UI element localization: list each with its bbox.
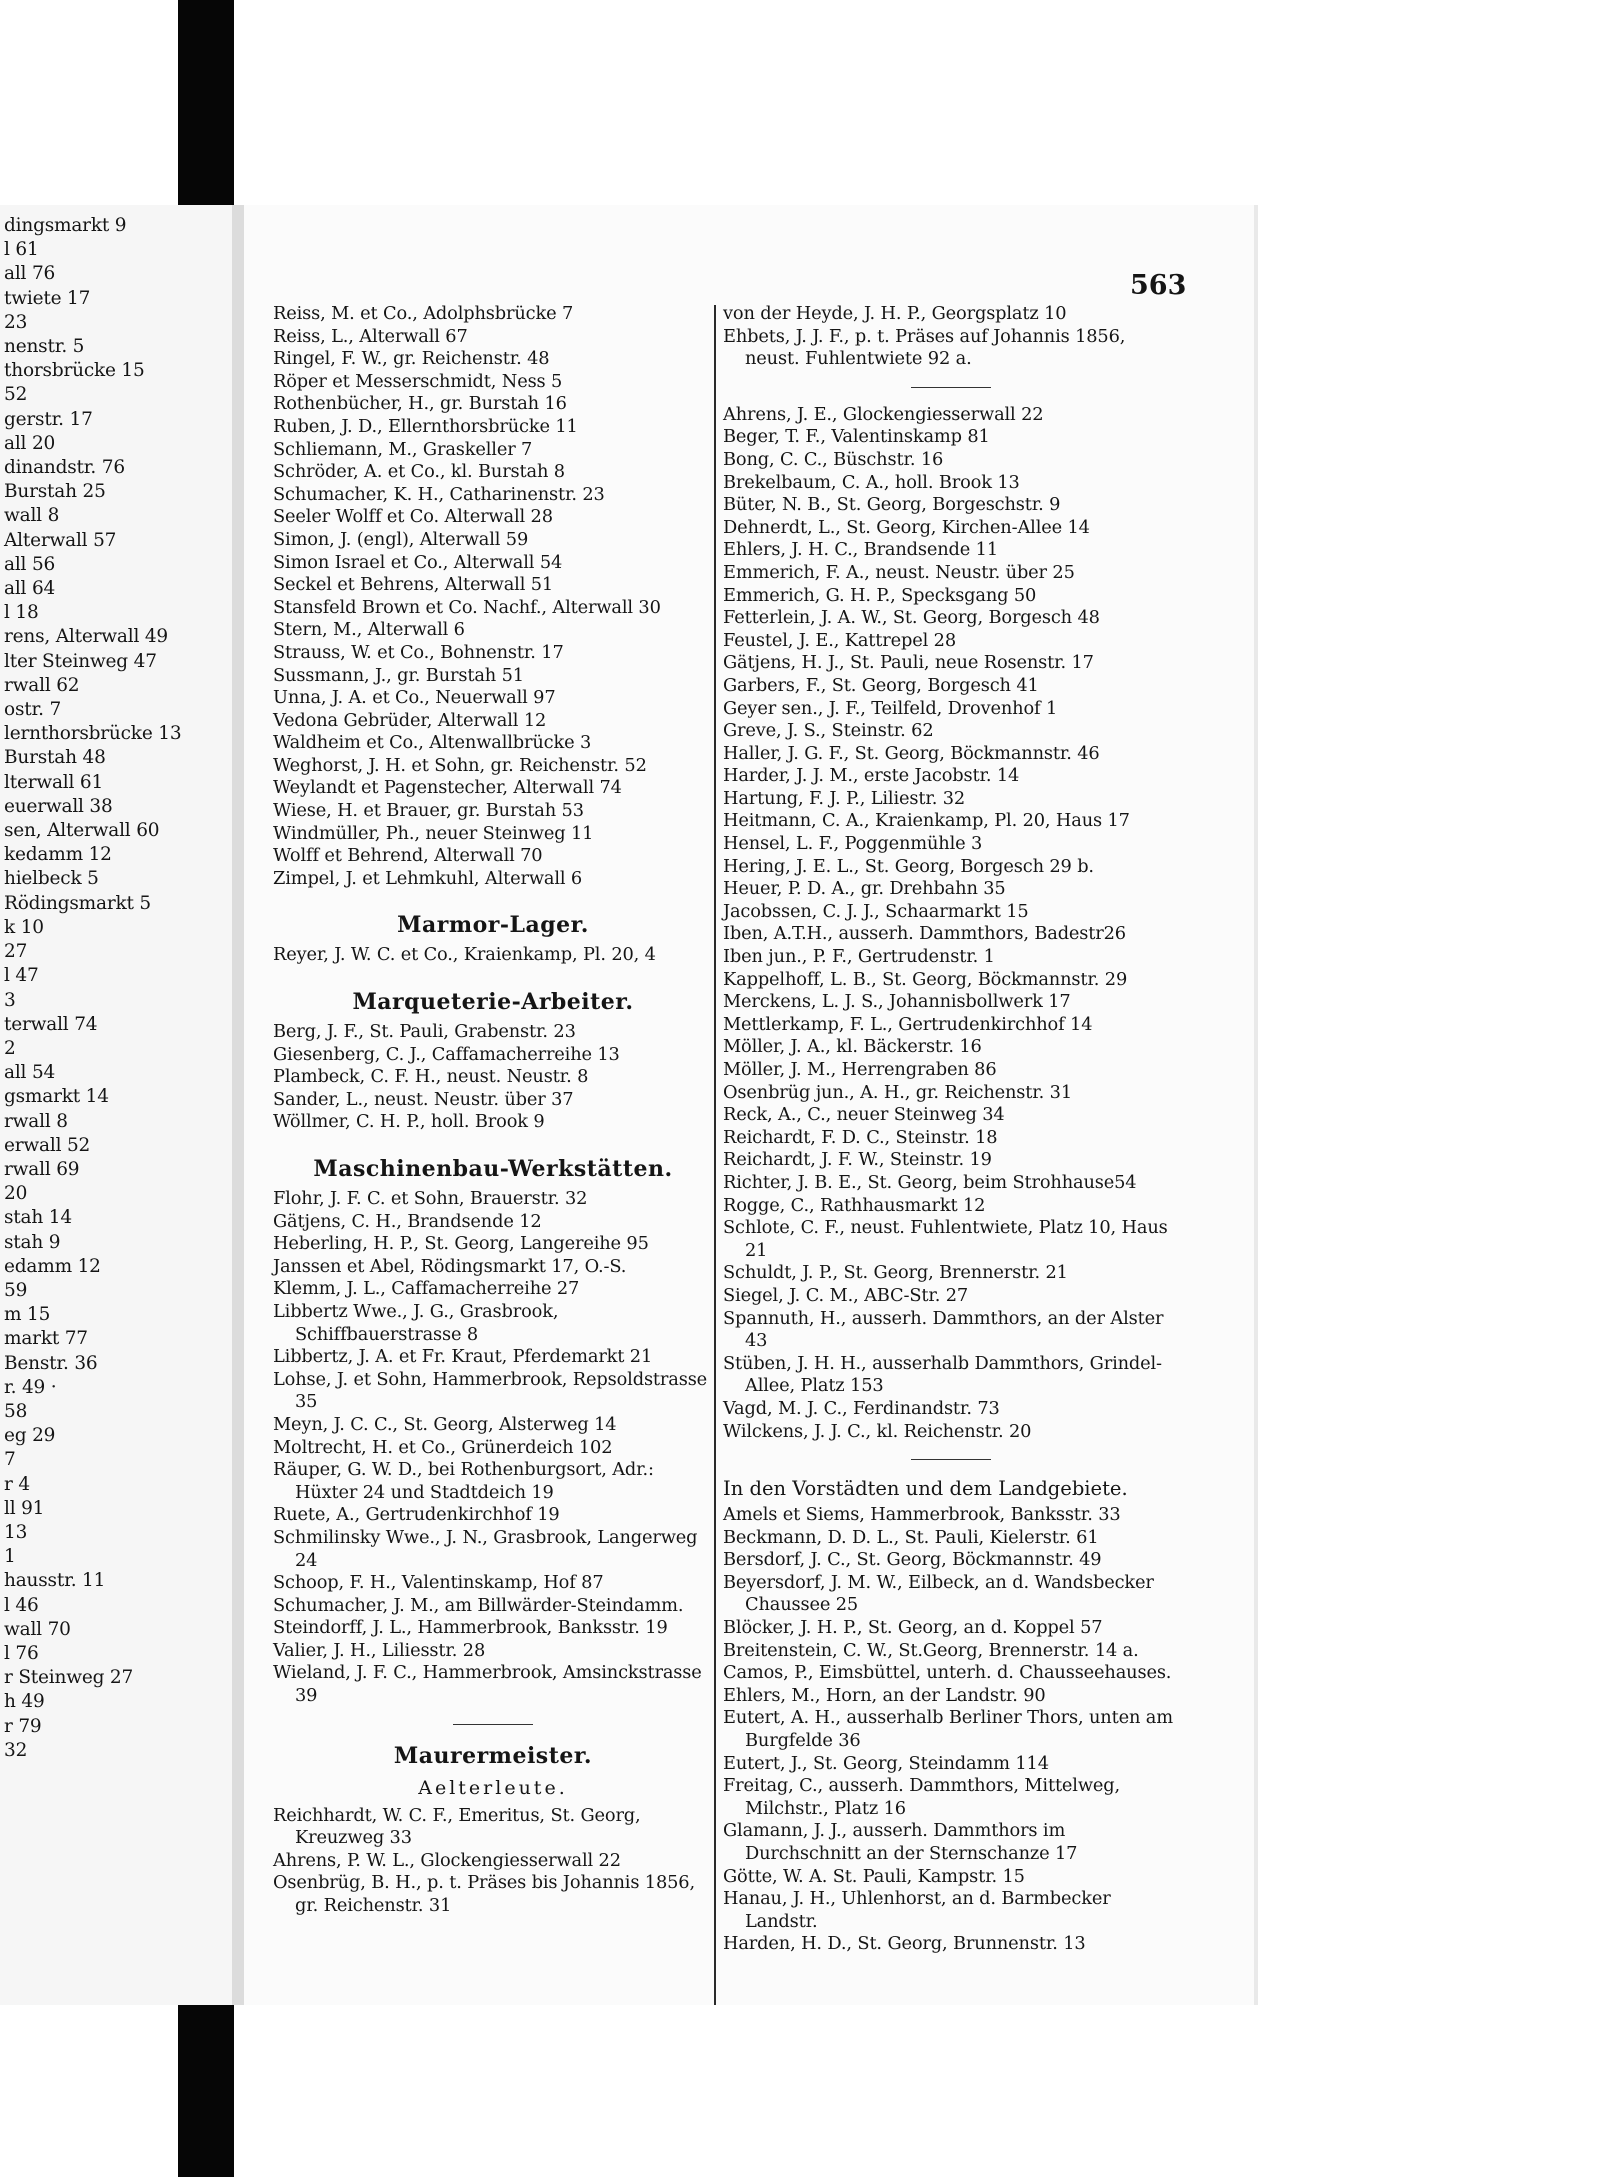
directory-entry: Breitenstein, C. W., St.Georg, Brennerstr. 14 a. bbox=[723, 1639, 1139, 1661]
directory-entry: Reck, A., C., neuer Steinweg 34 bbox=[723, 1104, 1005, 1126]
left-page-line: terwall 74 bbox=[4, 1013, 98, 1035]
directory-entry: Osenbrüg jun., A. H., gr. Reichenstr. 31 bbox=[723, 1081, 1072, 1103]
left-page-line: 7 bbox=[4, 1449, 16, 1471]
heading-marqueterie: Marqueterie-Arbeiter. bbox=[352, 989, 634, 1016]
directory-entry: Windmüller, Ph., neuer Steinweg 11 bbox=[273, 822, 594, 844]
directory-entry: Harder, J. J. M., erste Jacobstr. 14 bbox=[723, 765, 1020, 787]
directory-entry: Brekelbaum, C. A., holl. Brook 13 bbox=[723, 471, 1020, 493]
left-page-line: Benstr. 36 bbox=[4, 1352, 98, 1374]
directory-entry: Reichhardt, W. C. F., Emeritus, St. Georg, Kreuzweg 33 bbox=[273, 1804, 641, 1849]
directory-entry: Unna, J. A. et Co., Neuerwall 97 bbox=[273, 687, 556, 709]
directory-entry: Moltrecht, H. et Co., Grünerdeich 102 bbox=[273, 1436, 613, 1458]
left-page-line: l 76 bbox=[4, 1642, 39, 1664]
left-page-line: rwall 62 bbox=[4, 674, 80, 696]
left-page-line: hausstr. 11 bbox=[4, 1570, 106, 1592]
left-page-line: ostr. 7 bbox=[4, 699, 62, 721]
left-page-line: sen, Alterwall 60 bbox=[4, 820, 160, 842]
directory-entry: Möller, J. M., Herrengraben 86 bbox=[723, 1059, 997, 1080]
directory-entry: Räuper, G. W. D., bei Rothenburgsort, Adr.: Hüxter 24 und Stadtdeich 19 bbox=[273, 1459, 654, 1503]
left-column bbox=[273, 303, 713, 1918]
directory-entry: Hanau, J. H., Uhlenhorst, an d. Barmbecker Landstr. bbox=[723, 1888, 1111, 1932]
directory-entry: Wieland, J. F. C., Hammerbrook, Amsinckstrasse 39 bbox=[273, 1662, 702, 1707]
directory-entry: Flohr, J. F. C. et Sohn, Brauerstr. 32 bbox=[273, 1188, 588, 1209]
left-page-line: euerwall 38 bbox=[4, 795, 113, 817]
directory-entry: Strauss, W. et Co., Bohnenstr. 17 bbox=[273, 641, 564, 663]
left-page-line: 52 bbox=[4, 384, 28, 406]
directory-entry: Libbertz, J. A. et Fr. Kraut, Pferdemarkt 21 bbox=[273, 1346, 653, 1368]
directory-entry: Giesenberg, C. J., Caffamacherreihe 13 bbox=[273, 1043, 620, 1065]
directory-entry: Klemm, J. L., Caffamacherreihe 27 bbox=[273, 1278, 580, 1300]
directory-entry: Eutert, J., St. Georg, Steindamm 114 bbox=[723, 1752, 1049, 1774]
left-page-line: 13 bbox=[4, 1521, 28, 1543]
left-page-fragments bbox=[0, 205, 232, 1763]
directory-entry: Zimpel, J. et Lehmkuhl, Alterwall 6 bbox=[273, 867, 583, 889]
left-page-line: lterwall 61 bbox=[4, 771, 104, 793]
directory-entry: Harden, H. D., St. Georg, Brunnenstr. 13 bbox=[723, 1933, 1086, 1955]
directory-entry: Schliemann, M., Graskeller 7 bbox=[273, 438, 533, 460]
directory-entry: Rothenbücher, H., gr. Burstah 16 bbox=[273, 393, 567, 415]
directory-entry: Ahrens, J. E., Glockengiesserwall 22 bbox=[723, 403, 1044, 425]
directory-entry: Schumacher, K. H., Catharinenstr. 23 bbox=[273, 483, 605, 505]
directory-entry: Seeler Wolff et Co. Alterwall 28 bbox=[273, 506, 553, 528]
directory-entry: Steindorff, J. L., Hammerbrook, Banksstr. 19 bbox=[273, 1617, 668, 1639]
left-page-line: rwall 69 bbox=[4, 1158, 80, 1180]
directory-entry: Weylandt et Pagenstecher, Alterwall 74 bbox=[273, 777, 622, 799]
heading-maschinenbau: Maschinenbau-Werkstätten. bbox=[313, 1156, 673, 1182]
directory-entry: Plambeck, C. F. H., neust. Neustr. 8 bbox=[273, 1066, 589, 1088]
left-page-line: eg 29 bbox=[4, 1425, 56, 1447]
left-page-line: 32 bbox=[4, 1739, 28, 1761]
directory-entry: Vagd, M. J. C., Ferdinandstr. 73 bbox=[723, 1397, 1000, 1419]
directory-entry: Büter, N. B., St. Georg, Borgeschstr. 9 bbox=[723, 494, 1061, 516]
directory-entry: Heitmann, C. A., Kraienkamp, Pl. 20, Haus 17 bbox=[723, 810, 1130, 832]
directory-entry: Möller, J. A., kl. Bäckerstr. 16 bbox=[723, 1036, 982, 1058]
directory-entry: Schumacher, J. M., am Billwärder-Steindamm. bbox=[273, 1594, 684, 1616]
left-page-line: Rödingsmarkt 5 bbox=[4, 892, 151, 914]
directory-entry: Ehbets, J. J. F., p. t. Präses auf Johannis 1856, neust. Fuhlentwiete 92 a. bbox=[723, 325, 1126, 370]
left-page-line: rwall 8 bbox=[4, 1110, 68, 1132]
left-page-line: 27 bbox=[4, 941, 28, 963]
directory-entry: Camos, P., Eimsbüttel, unterh. d. Chausseehauses. bbox=[723, 1662, 1172, 1684]
directory-entry: Feustel, J. E., Kattrepel 28 bbox=[723, 629, 956, 651]
left-page-line: stah 9 bbox=[4, 1231, 61, 1253]
directory-entry: Jacobssen, C. J. J., Schaarmarkt 15 bbox=[723, 900, 1029, 922]
left-page-line: markt 77 bbox=[4, 1328, 88, 1350]
left-page-line: edamm 12 bbox=[4, 1255, 101, 1277]
directory-entry: Emmerich, G. H. P., Specksgang 50 bbox=[723, 584, 1037, 606]
directory-entry: Mettlerkamp, F. L., Gertrudenkirchhof 14 bbox=[723, 1013, 1093, 1035]
directory-entry: Weghorst, J. H. et Sohn, gr. Reichenstr. 52 bbox=[273, 754, 647, 776]
left-page-line: wall 70 bbox=[4, 1618, 71, 1640]
directory-entry: Meyn, J. C. C., St. Georg, Alsterweg 14 bbox=[273, 1413, 617, 1435]
directory-entry: Iben, A.T.H., ausserh. Dammthors, Badestr26 bbox=[723, 923, 1126, 945]
directory-entry: Gätjens, H. J., St. Pauli, neue Rosenstr. 17 bbox=[723, 652, 1094, 674]
marmor-entries bbox=[273, 944, 713, 967]
left-page-line: l 18 bbox=[4, 602, 39, 624]
left-page-line: lernthorsbrücke 13 bbox=[4, 723, 182, 745]
directory-entry: Schmilinsky Wwe., J. N., Grasbrook, Langerweg 24 bbox=[273, 1526, 698, 1571]
directory-entry: Libbertz Wwe., J. G., Grasbrook, Schiffbauerstrasse 8 bbox=[273, 1300, 559, 1345]
column-divider bbox=[714, 305, 716, 2005]
left-page-line: all 54 bbox=[4, 1062, 56, 1084]
directory-entry: Greve, J. S., Steinstr. 62 bbox=[723, 720, 934, 742]
left-page-line: 58 bbox=[4, 1400, 28, 1422]
directory-entry: Stansfeld Brown et Co. Nachf., Alterwall 30 bbox=[273, 596, 661, 618]
directory-entry: von der Heyde, J. H. P., Georgsplatz 10 bbox=[723, 303, 1067, 324]
left-page-line: 2 bbox=[4, 1037, 16, 1059]
left-page-line: all 64 bbox=[4, 578, 56, 600]
section-separator bbox=[911, 387, 991, 388]
directory-entry: Beyersdorf, J. M. W., Eilbeck, an d. Wandsbecker Chaussee 25 bbox=[723, 1571, 1154, 1616]
left-page-line: r 79 bbox=[4, 1715, 42, 1737]
left-page-line: h 49 bbox=[4, 1691, 45, 1713]
top-entries bbox=[723, 303, 1178, 371]
left-page-line: ll 91 bbox=[4, 1497, 45, 1519]
directory-entry: Glamann, J. J., ausserh. Dammthors im Durchschnitt an der Sternschanze 17 bbox=[723, 1820, 1078, 1864]
directory-entry: Stüben, J. H. H., ausserhalb Dammthors, Grindel-Allee, Platz 153 bbox=[723, 1352, 1162, 1397]
directory-entry: Ehlers, M., Horn, an der Landstr. 90 bbox=[723, 1684, 1046, 1706]
section-separator bbox=[453, 1724, 533, 1725]
directory-entry: Emmerich, F. A., neust. Neustr. über 25 bbox=[723, 561, 1075, 583]
directory-entry: Beckmann, D. D. L., St. Pauli, Kielerstr. 61 bbox=[723, 1526, 1099, 1548]
subheading-aelterleute: Aelterleute. bbox=[418, 1776, 568, 1799]
directory-entry: Geyer sen., J. F., Teilfeld, Drovenhof 1 bbox=[723, 697, 1058, 719]
directory-entry: Vedona Gebrüder, Alterwall 12 bbox=[273, 709, 547, 731]
directory-entry: Wolff et Behrend, Alterwall 70 bbox=[273, 845, 543, 867]
directory-entry: Schuldt, J. P., St. Georg, Brennerstr. 21 bbox=[723, 1262, 1068, 1284]
directory-entry: Götte, W. A. St. Pauli, Kampstr. 15 bbox=[723, 1865, 1025, 1887]
heading-marmor: Marmor-Lager. bbox=[397, 912, 589, 939]
left-page-line: rens, Alterwall 49 bbox=[4, 626, 168, 648]
directory-entry: Wiese, H. et Brauer, gr. Burstah 53 bbox=[273, 800, 584, 822]
directory-entry: Röper et Messerschmidt, Ness 5 bbox=[273, 370, 563, 392]
directory-entry: Hering, J. E. L., St. Georg, Borgesch 29 b. bbox=[723, 855, 1094, 877]
section-separator bbox=[911, 1459, 991, 1460]
directory-entry: Simon Israel et Co., Alterwall 54 bbox=[273, 551, 563, 573]
left-page-line: gsmarkt 14 bbox=[4, 1086, 109, 1108]
left-page-line: stah 14 bbox=[4, 1207, 72, 1229]
left-page-line: dingsmarkt 9 bbox=[4, 215, 127, 236]
directory-entry: Ruete, A., Gertrudenkirchhof 19 bbox=[273, 1504, 560, 1526]
directory-entry: Amels et Siems, Hammerbrook, Banksstr. 33 bbox=[723, 1504, 1121, 1526]
left-page-line: r Steinweg 27 bbox=[4, 1667, 134, 1689]
directory-entry: Dehnerdt, L., St. Georg, Kirchen-Allee 14 bbox=[723, 516, 1090, 538]
left-page-line: Burstah 25 bbox=[4, 481, 106, 503]
left-page-line: nenstr. 5 bbox=[4, 336, 85, 358]
directory-entry: Hensel, L. F., Poggenmühle 3 bbox=[723, 833, 983, 855]
directory-entry: Reyer, J. W. C. et Co., Kraienkamp, Pl. 20, 4 bbox=[273, 944, 656, 966]
left-page-line: 23 bbox=[4, 311, 28, 333]
directory-entry: Ehlers, J. H. C., Brandsende 11 bbox=[723, 539, 998, 561]
left-page-line: all 20 bbox=[4, 432, 56, 454]
left-page-edge bbox=[0, 205, 232, 2005]
directory-entry: Garbers, F., St. Georg, Borgesch 41 bbox=[723, 674, 1039, 696]
heading-maurermeister: Maurermeister. bbox=[393, 1742, 593, 1769]
left-page-line: hielbeck 5 bbox=[4, 868, 99, 890]
directory-entry: Freitag, C., ausserh. Dammthors, Mittelweg, Milchstr., Platz 16 bbox=[723, 1775, 1121, 1819]
left-page-line: 3 bbox=[4, 989, 16, 1011]
page-number: 563 bbox=[1130, 270, 1187, 301]
left-page-line: 1 bbox=[4, 1546, 16, 1568]
directory-entry: Kappelhoff, L. B., St. Georg, Böckmannstr. 29 bbox=[723, 968, 1128, 990]
left-page-line: l 47 bbox=[4, 965, 39, 987]
left-page-line: erwall 52 bbox=[4, 1134, 91, 1156]
directory-entry: Rogge, C., Rathhausmarkt 12 bbox=[723, 1194, 986, 1216]
directory-entry: Ruben, J. D., Ellernthorsbrücke 11 bbox=[273, 415, 578, 437]
left-page-line: 20 bbox=[4, 1183, 28, 1205]
directory-entry: Schoop, F. H., Valentinskamp, Hof 87 bbox=[273, 1572, 604, 1594]
left-page-line: 59 bbox=[4, 1279, 28, 1301]
left-page-line: dinandstr. 76 bbox=[4, 457, 125, 479]
directory-entry: Reiss, L., Alterwall 67 bbox=[273, 325, 468, 347]
directory-entry: Reiss, M. et Co., Adolphsbrücke 7 bbox=[273, 303, 574, 324]
left-page-line: l 46 bbox=[4, 1594, 39, 1616]
directory-entry: Merckens, L. J. S., Johannisbollwerk 17 bbox=[723, 991, 1071, 1013]
directory-entry: Reichardt, J. F. W., Steinstr. 19 bbox=[723, 1149, 992, 1171]
directory-entry: Sander, L., neust. Neustr. über 37 bbox=[273, 1088, 574, 1110]
directory-entry: Fetterlein, J. A. W., St. Georg, Borgesch 48 bbox=[723, 607, 1100, 629]
left-page-line: twiete 17 bbox=[4, 287, 91, 309]
directory-entry: Richter, J. B. E., St. Georg, beim Strohhause54 bbox=[723, 1171, 1137, 1193]
left-page-line: r 4 bbox=[4, 1473, 30, 1495]
directory-entry: Lohse, J. et Sohn, Hammerbrook, Repsoldstrasse 35 bbox=[273, 1368, 708, 1413]
directory-entry: Wöllmer, C. H. P., holl. Brook 9 bbox=[273, 1111, 545, 1133]
directory-entry: Reichardt, F. D. C., Steinstr. 18 bbox=[723, 1126, 998, 1148]
directory-entry: Heuer, P. D. A., gr. Drehbahn 35 bbox=[723, 878, 1006, 900]
region-entries bbox=[723, 1504, 1178, 1956]
left-page-line: kedamm 12 bbox=[4, 844, 112, 866]
directory-entry: Gätjens, C. H., Brandsende 12 bbox=[273, 1210, 542, 1232]
left-page-line: k 10 bbox=[4, 916, 44, 938]
maurer-entries bbox=[273, 1805, 713, 1918]
directory-entry: Heberling, H. P., St. Georg, Langereihe 95 bbox=[273, 1233, 649, 1255]
directory-entry: Valier, J. H., Liliesstr. 28 bbox=[273, 1639, 486, 1661]
directory-entry: Berg, J. F., St. Pauli, Grabenstr. 23 bbox=[273, 1021, 576, 1043]
marqueterie-entries bbox=[273, 1021, 713, 1134]
directory-entry: Stern, M., Alterwall 6 bbox=[273, 619, 465, 641]
directory-entry: Ahrens, P. W. L., Glockengiesserwall 22 bbox=[273, 1849, 621, 1871]
directory-entry: Janssen et Abel, Rödingsmarkt 17, O.-S. bbox=[273, 1255, 627, 1277]
directory-entry: Simon, J. (engl), Alterwall 59 bbox=[273, 528, 529, 550]
directory-entry: Blöcker, J. H. P., St. Georg, an d. Koppel 57 bbox=[723, 1617, 1103, 1639]
left-page-line: Burstah 48 bbox=[4, 747, 106, 769]
left-page-line: m 15 bbox=[4, 1304, 51, 1326]
directory-entry: Waldheim et Co., Altenwallbrücke 3 bbox=[273, 732, 592, 754]
directory-entry: Seckel et Behrens, Alterwall 51 bbox=[273, 574, 554, 596]
maschinenbau-entries bbox=[273, 1188, 713, 1708]
directory-entry: Beger, T. F., Valentinskamp 81 bbox=[723, 426, 990, 448]
directory-entry: Haller, J. G. F., St. Georg, Böckmannstr. 46 bbox=[723, 742, 1100, 764]
left-page-line: lter Steinweg 47 bbox=[4, 650, 157, 672]
directory-entry: Bersdorf, J. C., St. Georg, Böckmannstr. 49 bbox=[723, 1549, 1102, 1571]
main-entries bbox=[723, 404, 1178, 1443]
left-page-line: all 56 bbox=[4, 553, 56, 575]
left-page-line: gerstr. 17 bbox=[4, 408, 93, 430]
directory-entry: Spannuth, H., ausserh. Dammthors, an der Alster 43 bbox=[723, 1307, 1164, 1352]
left-page-line: wall 8 bbox=[4, 505, 60, 527]
directory-entry: Hartung, F. J. P., Liliestr. 32 bbox=[723, 787, 966, 809]
directory-entry: Bong, C. C., Büschstr. 16 bbox=[723, 448, 944, 470]
directory-entry: Osenbrüg, B. H., p. t. Präses bis Johannis 1856, gr. Reichenstr. 31 bbox=[273, 1872, 695, 1917]
intro-entries bbox=[273, 303, 713, 890]
directory-entry: Eutert, A. H., ausserhalb Berliner Thors, unten am Burgfelde 36 bbox=[723, 1707, 1173, 1752]
heading-vorstaedte: In den Vorstädten und dem Landgebiete. bbox=[723, 1477, 1128, 1501]
left-page-line: all 76 bbox=[4, 263, 56, 285]
directory-entry: Wilckens, J. J. C., kl. Reichenstr. 20 bbox=[723, 1420, 1032, 1442]
directory-entry: Ringel, F. W., gr. Reichenstr. 48 bbox=[273, 348, 550, 370]
directory-entry: Siegel, J. C. M., ABC-Str. 27 bbox=[723, 1284, 969, 1306]
directory-entry: Schlote, C. F., neust. Fuhlentwiete, Platz 10, Haus 21 bbox=[723, 1217, 1168, 1261]
right-column bbox=[723, 303, 1178, 1956]
directory-entry: Iben jun., P. F., Gertrudenstr. 1 bbox=[723, 946, 995, 968]
left-page-line: thorsbrücke 15 bbox=[4, 360, 145, 382]
left-page-line: Alterwall 57 bbox=[4, 529, 117, 551]
directory-entry: Schröder, A. et Co., kl. Burstah 8 bbox=[273, 461, 565, 483]
left-page-line: l 61 bbox=[4, 239, 39, 261]
left-page-line: r. 49 · bbox=[4, 1376, 57, 1398]
page-gutter-shadow bbox=[232, 205, 244, 2005]
directory-entry: Sussmann, J., gr. Burstah 51 bbox=[273, 664, 524, 686]
